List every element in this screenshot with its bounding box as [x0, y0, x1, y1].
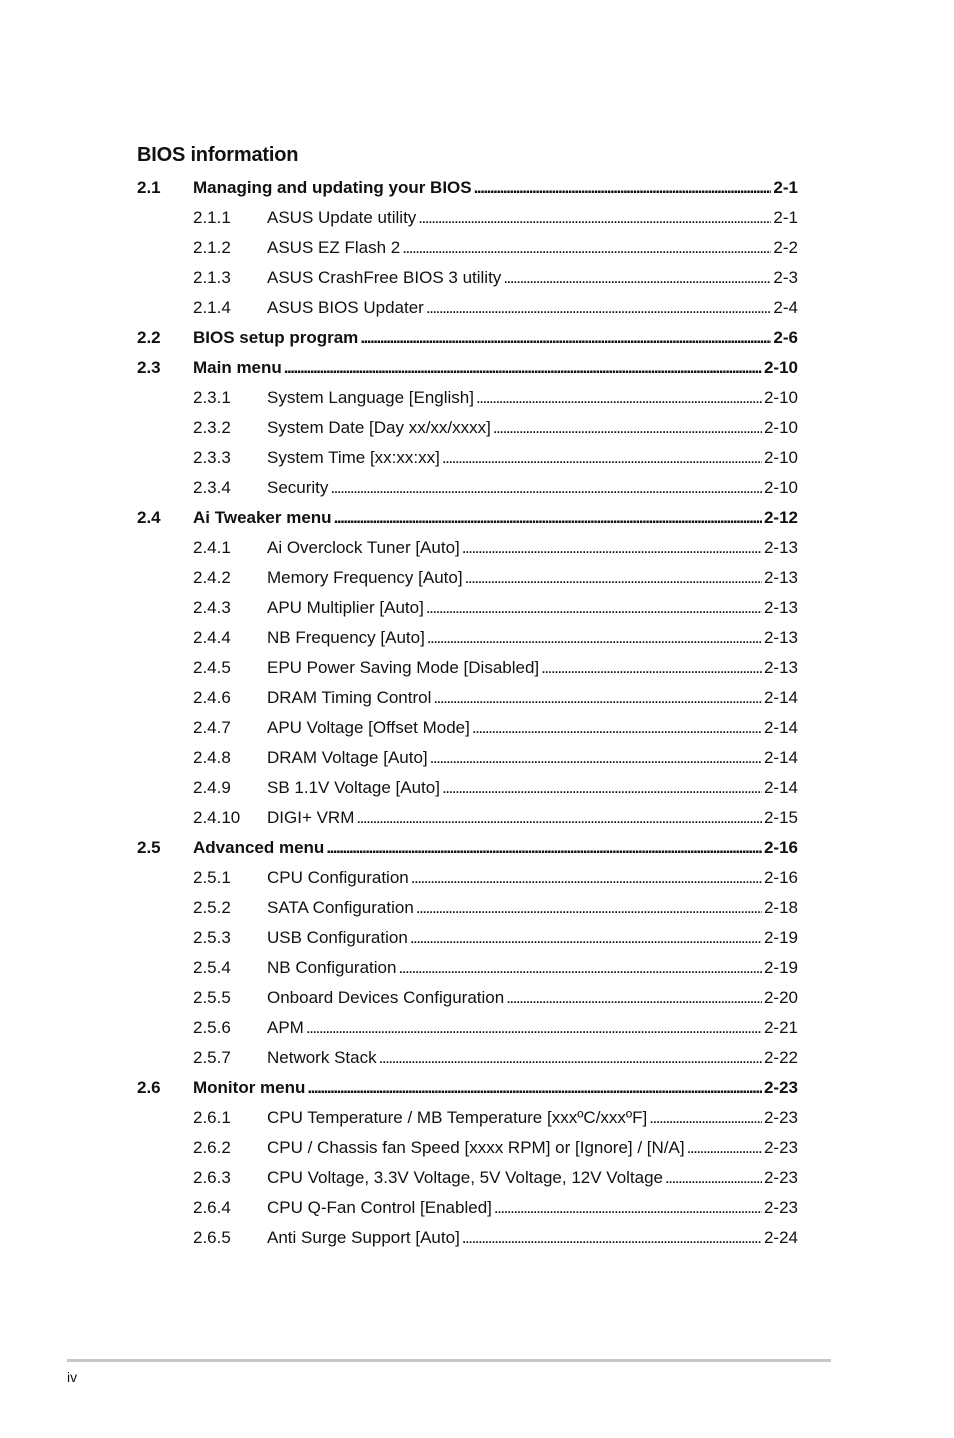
toc-entry-title: System Time [xx:xx:xx] — [267, 448, 440, 467]
toc-entry-page: 2-1 — [773, 208, 798, 227]
toc-entry-title: SATA Configuration — [267, 898, 414, 917]
toc-subsection-entry[interactable] — [137, 893, 798, 923]
toc-section-entry[interactable] — [137, 833, 798, 863]
toc-entry-title: Main menu — [193, 358, 282, 377]
toc-entry-title: NB Frequency [Auto] — [267, 628, 425, 647]
toc-entry-page: 2-19 — [763, 958, 798, 977]
toc-entry-title: DIGI+ VRM — [267, 808, 355, 827]
toc-entry-number: 2.6 — [137, 1078, 161, 1097]
dot-leader — [506, 988, 762, 1008]
toc-entry-page: 2-18 — [763, 898, 798, 917]
toc-entry-number: 2.4 — [137, 508, 161, 527]
toc-entry-page: 2-4 — [773, 298, 798, 317]
toc-entry-title: APM — [267, 1018, 304, 1037]
toc-entry-number: 2.1.4 — [193, 298, 231, 317]
toc-entry-page: 2-10 — [763, 358, 798, 377]
toc-entry-page: 2-13 — [763, 628, 798, 647]
toc-subsection-entry[interactable] — [137, 863, 798, 893]
toc-entry-page: 2-10 — [763, 448, 798, 467]
dot-leader — [307, 1078, 762, 1098]
toc-subsection-entry[interactable] — [137, 1103, 798, 1133]
toc-section-entry[interactable] — [137, 323, 798, 353]
toc-entry-page: 2-20 — [763, 988, 798, 1007]
toc-entry-page: 2-13 — [763, 658, 798, 677]
toc-entry-page: 2-16 — [763, 868, 798, 887]
table-of-contents — [137, 173, 798, 1253]
toc-entry-title: ASUS Update utility — [267, 208, 417, 227]
toc-entry-number: 2.5 — [137, 838, 161, 857]
toc-subsection-entry[interactable] — [137, 293, 798, 323]
toc-entry-title: CPU Q-Fan Control [Enabled] — [267, 1198, 492, 1217]
footer-page-number: iv — [67, 1369, 78, 1385]
dot-leader — [493, 418, 762, 438]
toc-entry-number: 2.4.7 — [193, 718, 231, 737]
dot-leader — [476, 388, 762, 408]
toc-entry-page: 2-15 — [763, 808, 798, 827]
toc-entry-title: Monitor menu — [193, 1078, 306, 1097]
dot-leader — [687, 1138, 762, 1158]
dot-leader — [427, 628, 762, 648]
toc-entry-number: 2.3.2 — [193, 418, 231, 437]
toc-subsection-entry[interactable] — [137, 413, 798, 443]
dot-leader — [416, 898, 762, 918]
toc-subsection-entry[interactable] — [137, 1223, 798, 1253]
toc-entry-number: 2.4.4 — [193, 628, 231, 647]
dot-leader — [418, 208, 771, 228]
toc-subsection-entry[interactable] — [137, 1193, 798, 1223]
toc-entry-page: 2-14 — [763, 748, 798, 767]
dot-leader — [462, 538, 762, 558]
toc-subsection-entry[interactable] — [137, 983, 798, 1013]
dot-leader — [411, 868, 762, 888]
toc-entry-title: NB Configuration — [267, 958, 397, 977]
toc-entry-title: Memory Frequency [Auto] — [267, 568, 463, 587]
toc-entry-number: 2.4.1 — [193, 538, 231, 557]
toc-entry-title: Ai Tweaker menu — [193, 508, 332, 527]
toc-entry-page: 2-10 — [763, 388, 798, 407]
toc-subsection-entry[interactable] — [137, 743, 798, 773]
toc-subsection-entry[interactable] — [137, 443, 798, 473]
dot-leader — [462, 1228, 762, 1248]
toc-entry-number: 2.4.8 — [193, 748, 231, 767]
toc-subsection-entry[interactable] — [137, 203, 798, 233]
toc-entry-page: 2-14 — [763, 778, 798, 797]
toc-entry-number: 2.4.10 — [193, 808, 241, 827]
toc-entry-number: 2.2 — [137, 328, 161, 347]
dot-leader — [472, 718, 762, 738]
toc-entry-number: 2.5.5 — [193, 988, 231, 1007]
toc-entry-number: 2.5.4 — [193, 958, 231, 977]
toc-entry-number: 2.6.5 — [193, 1228, 231, 1247]
toc-entry-title: DRAM Timing Control — [267, 688, 432, 707]
toc-subsection-entry[interactable] — [137, 473, 798, 503]
toc-entry-page: 2-3 — [773, 268, 798, 287]
toc-subsection-entry[interactable] — [137, 383, 798, 413]
toc-subsection-entry[interactable] — [137, 1013, 798, 1043]
toc-entry-number: 2.4.2 — [193, 568, 231, 587]
toc-entry-number: 2.6.2 — [193, 1138, 231, 1157]
toc-entry-page: 2-13 — [763, 598, 798, 617]
toc-entry-number: 2.3.3 — [193, 448, 231, 467]
toc-entry-page: 2-1 — [773, 178, 798, 197]
toc-entry-page: 2-13 — [763, 568, 798, 587]
toc-subsection-entry[interactable] — [137, 923, 798, 953]
toc-entry-number: 2.6.4 — [193, 1198, 231, 1217]
toc-entry-title: APU Multiplier [Auto] — [267, 598, 424, 617]
toc-subsection-entry[interactable] — [137, 563, 798, 593]
toc-entry-title: APU Voltage [Offset Mode] — [267, 718, 470, 737]
toc-subsection-entry[interactable] — [137, 713, 798, 743]
toc-entry-page: 2-10 — [763, 418, 798, 437]
dot-leader — [330, 478, 762, 498]
toc-entry-page: 2-14 — [763, 718, 798, 737]
toc-entry-title: System Date [Day xx/xx/xxxx] — [267, 418, 491, 437]
dot-leader — [433, 688, 762, 708]
toc-entry-title: Onboard Devices Configuration — [267, 988, 505, 1007]
dot-leader — [474, 178, 772, 198]
toc-entry-number: 2.3.4 — [193, 478, 231, 497]
toc-entry-title: System Language [English] — [267, 388, 474, 407]
toc-entry-title: Network Stack — [267, 1048, 377, 1067]
toc-entry-title: BIOS setup program — [193, 328, 359, 347]
toc-section-entry[interactable] — [137, 1073, 798, 1103]
toc-subsection-entry[interactable] — [137, 803, 798, 833]
toc-entry-page: 2-14 — [763, 688, 798, 707]
toc-entry-number: 2.1 — [137, 178, 161, 197]
toc-entry-page: 2-2 — [773, 238, 798, 257]
toc-entry-number: 2.5.1 — [193, 868, 231, 887]
toc-entry-page: 2-6 — [773, 328, 798, 347]
dot-leader — [442, 448, 762, 468]
toc-entry-number: 2.1.1 — [193, 208, 231, 227]
dot-leader — [398, 958, 762, 978]
dot-leader — [334, 508, 762, 528]
toc-entry-title: SB 1.1V Voltage [Auto] — [267, 778, 440, 797]
toc-entry-page: 2-21 — [763, 1018, 798, 1037]
toc-entry-number: 2.4.5 — [193, 658, 231, 677]
section-heading: BIOS information — [137, 144, 299, 166]
toc-entry-page: 2-23 — [763, 1168, 798, 1187]
toc-entry-title: CPU Voltage, 3.3V Voltage, 5V Voltage, 12V Voltage — [267, 1168, 664, 1187]
toc-entry-page: 2-23 — [763, 1108, 798, 1127]
toc-entry-title: USB Configuration — [267, 928, 408, 947]
toc-entry-number: 2.5.3 — [193, 928, 231, 947]
toc-entry-title: Managing and updating your BIOS — [193, 178, 472, 197]
toc-entry-number: 2.4.3 — [193, 598, 231, 617]
toc-subsection-entry[interactable] — [137, 233, 798, 263]
toc-entry-page: 2-22 — [763, 1048, 798, 1067]
toc-subsection-entry[interactable] — [137, 773, 798, 803]
dot-leader — [306, 1018, 762, 1038]
toc-subsection-entry[interactable] — [137, 623, 798, 653]
toc-entry-page: 2-10 — [763, 478, 798, 497]
toc-subsection-entry[interactable] — [137, 1043, 798, 1073]
toc-subsection-entry[interactable] — [137, 683, 798, 713]
toc-entry-number: 2.1.3 — [193, 268, 231, 287]
dot-leader — [379, 1048, 762, 1068]
toc-entry-page: 2-23 — [763, 1198, 798, 1217]
toc-entry-number: 2.5.7 — [193, 1048, 231, 1067]
toc-entry-title: EPU Power Saving Mode [Disabled] — [267, 658, 540, 677]
toc-entry-page: 2-12 — [763, 508, 798, 527]
dot-leader — [426, 298, 772, 318]
toc-section-entry[interactable] — [137, 173, 798, 203]
toc-section-entry[interactable] — [137, 353, 798, 383]
toc-entry-number: 2.5.2 — [193, 898, 231, 917]
toc-entry-title: Anti Surge Support [Auto] — [267, 1228, 460, 1247]
toc-entry-number: 2.5.6 — [193, 1018, 231, 1037]
toc-entry-title: Advanced menu — [193, 838, 325, 857]
toc-entry-page: 2-23 — [763, 1138, 798, 1157]
toc-entry-number: 2.6.3 — [193, 1168, 231, 1187]
dot-leader — [284, 358, 762, 378]
toc-entry-number: 2.1.2 — [193, 238, 231, 257]
toc-entry-title: CPU Configuration — [267, 868, 409, 887]
toc-subsection-entry[interactable] — [137, 953, 798, 983]
footer-divider — [67, 1359, 831, 1362]
toc-entry-title: ASUS CrashFree BIOS 3 utility — [267, 268, 502, 287]
dot-leader — [430, 748, 762, 768]
toc-subsection-entry[interactable] — [137, 593, 798, 623]
toc-subsection-entry[interactable] — [137, 1163, 798, 1193]
dot-leader — [426, 598, 762, 618]
dot-leader — [410, 928, 762, 948]
dot-leader — [360, 328, 771, 348]
dot-leader — [442, 778, 762, 798]
dot-leader — [326, 838, 762, 858]
toc-entry-title: CPU / Chassis fan Speed [xxxx RPM] or [Ignore] / [N/A] — [267, 1138, 685, 1157]
toc-entry-title: Ai Overclock Tuner [Auto] — [267, 538, 460, 557]
dot-leader — [465, 568, 762, 588]
toc-entry-title: Security — [267, 478, 329, 497]
toc-entry-title: DRAM Voltage [Auto] — [267, 748, 428, 767]
dot-leader — [503, 268, 771, 288]
toc-entry-number: 2.3.1 — [193, 388, 231, 407]
toc-entry-number: 2.4.6 — [193, 688, 231, 707]
toc-subsection-entry[interactable] — [137, 653, 798, 683]
toc-section-entry[interactable] — [137, 503, 798, 533]
toc-entry-page: 2-24 — [763, 1228, 798, 1247]
dot-leader — [356, 808, 762, 828]
toc-entry-number: 2.4.9 — [193, 778, 231, 797]
toc-entry-number: 2.3 — [137, 358, 161, 377]
toc-subsection-entry[interactable] — [137, 263, 798, 293]
toc-entry-page: 2-16 — [763, 838, 798, 857]
toc-entry-number: 2.6.1 — [193, 1108, 231, 1127]
dot-leader — [402, 238, 771, 258]
toc-entry-title: CPU Temperature / MB Temperature [xxxºC/xxxºF] — [267, 1108, 648, 1127]
toc-entry-page: 2-19 — [763, 928, 798, 947]
toc-subsection-entry[interactable] — [137, 1133, 798, 1163]
dot-leader — [649, 1108, 762, 1128]
dot-leader — [541, 658, 762, 678]
toc-entry-page: 2-23 — [763, 1078, 798, 1097]
toc-subsection-entry[interactable] — [137, 533, 798, 563]
toc-entry-page: 2-13 — [763, 538, 798, 557]
toc-entry-title: ASUS EZ Flash 2 — [267, 238, 401, 257]
dot-leader — [665, 1168, 762, 1188]
dot-leader — [494, 1198, 762, 1218]
toc-entry-title: ASUS BIOS Updater — [267, 298, 424, 317]
